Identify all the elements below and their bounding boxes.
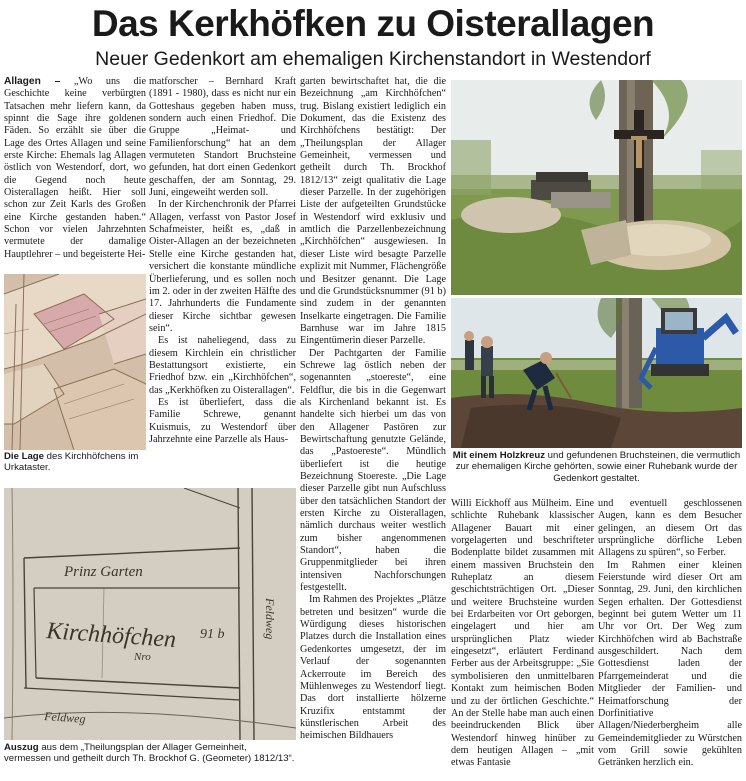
subheadline: Neuer Gedenkort am ehemaligen Kirchenstandort in Westendorf (95, 48, 651, 70)
dateline: Allagen – (4, 76, 61, 87)
col2-paragraph-2: In der Kirchenchronik der Pfarrei Allagen, verfasst von Pastor Josef Schafmeister, heißt es, „daß in Oister-Allagen an der bezeichneten Stelle eine Kirche gestanden hat, versichert die konstante mündliche Überlieferung, und es sollen noch im 2. oder in der zweiten Hälfte des 17. Jahrhunderts die Fundamente dieser Kirche sichtbar gewesen sein“. (149, 199, 296, 334)
col4-paragraph-1: Willi Eickhoff aus Mülheim. Eine schlichte Ruhebank klassischer Allagener Bauart mit einer vorgelagerten und beschrifteter Bodenplatte bildet zusammen mit einem massiven Bruchstein den Ruheplatz an diesem geschichtsträchtigen Ort. „Dieser und weitere Bruchsteine wurden bei Erdarbeiten vor Ort geborgen, eingelagert und hier am ursprünglichen Platz wieder eingesetzt“, erläutert Ferdinand Ferber aus der Arbeitsgruppe: „Sie symbolisieren den unmittelbaren Kontakt zum heimischen Boden und zu der örtlichen Geschichte.“ An der Stelle habe man auch einen beeindruckenden Blick über Westendorf hinweg hinüber zu dem heutigen Allagen – „mit etwas Fantasie (451, 498, 594, 769)
col2-paragraph-4: Es ist überliefert, dass die Familie Schrewe, genannt Kuismuis, zu Westendorf über Jahrzehnte eine Parzelle als Haus- (149, 396, 296, 445)
caption-photo-bold: Mit einem Holzkreuz (452, 450, 546, 461)
map-label-road: Feldweg (43, 709, 86, 726)
map-label-number: 91 b (200, 627, 225, 642)
article-column-1 (4, 76, 146, 272)
col3-paragraph-2: Der Pachtgarten der Familie Schrewe lag östlich neben der sogenannten „stoereste“, eine Feldflur, die bis in die Gegenwart als Kirchenland bekannt ist. Es handelte sich hierbei um das von den Allagener Pastören zur Bewirtschaftung genutzte Gelände, das „Pastoereste“. Mündlich überliefert ist die heutige Bezeichnung Stoereste. „Die Lage dieser Parzelle gibt nun Aufschluss über den tatsächlichen Standort der ersten Kirche zu Oisterallagen, nämlich durchaus weiter westlich zum bisher angenommenen Standort“, haben die Gruppenmitglieder bei ihren intensiven Nachforschungen festgestellt. (300, 347, 446, 594)
col3-paragraph-1: garten bewirtschaftet hat, die die Bezeichnung „am Kirchhöfchen“ trug. Bislang existiert lediglich ein Dokument, das die Existenz des Kirchhöfchens bestätigt: Der „Theilungsplan der Allager Gemeinheit, vermessen und getheilt durch Th. Brockhof 1812/13“ zeigt qualitativ die Lage dieser Parzelle. In der zugehörigen Liste der aufgeteilten Grundstücke in Westendorf wird exklusiv und amtlich die Parzellenbezeichnung „Kirchhöfchen“ ausgewiesen. In dieser Liste wird besagte Parzelle explizit mit Nummer, Flächengröße und Besitzer genannt. Die Lage und die Grundstücksnummer (91 b) sind zudem in der genannten Inselkarte eingetragen. Die Familie Barnhuse war im Jahre 1815 Eingentümerin dieser Parzelle. (300, 76, 446, 347)
caption-large-map-text: aus dem „Theilungsplan der Allager Gemeinheit, vermessen und getheilt durch Th. Brockhof G. (Geometer) 1812/13“. (4, 742, 295, 765)
map-label-plot: Kirchhöfchen (45, 618, 177, 654)
caption-photo-text: und gefundenen Bruchsteinen, die vermutlich zur ehemaligen Kirche gehörten, sowie einer Ruhebank wurde der Gedenkort gestaltet. (455, 450, 741, 484)
map-excerpt-image (4, 488, 296, 740)
col5-paragraph-2: Im Rahmen einer kleinen Feierstunde wird dieser Ort am Sonntag, 29. Juni, den kirchlichen Segen erhalten. Der Gottesdienst beginnt bei gutem Wetter um 11 Uhr vor Ort. Der Weg zum Kirchhöfchen wird ab Bachstraße ausgeschildert. Nach dem Gottesdienst laden der Pfarrgemeinderat und die Mitglieder der Familien- und Heimatforschung der Dorfinitiative Allagen/Niederbergheim alle Gemeindemitglieder zu Würstchen vom Grill sowie gekühlten Getränken herzlich ein. (598, 559, 742, 769)
caption-large-map-bold: Auszug (4, 742, 39, 753)
map-label-lot: Nro (134, 651, 151, 663)
caption-small-map-bold: Die Lage (4, 451, 44, 462)
article-column-4 (451, 498, 594, 779)
map-excerpt-drawing (4, 488, 296, 740)
col2-paragraph-3: Es ist naheliegend, dass zu diesem Kirchlein ein christlicher Bestattungsort existierte, ein Friedhof bzw. ein „Kirchhöfchen“, das „Kerkhöfken zu Oisterallagen“. (149, 335, 296, 396)
lead-text: „Wo uns die Geschichte keine verbürgten Tatsachen mehr liefern kann, da spinnt die Sage ihre goldenen Fäden. So erzählt sie über die Lage des Ortes Allagen und seine erste Kirche: Ehemals lag Allagen östlich von Westendorf, dort, wo die Gegend noch heute Oisterallagen heißt. Hier soll schon zur Zeit Karls des Großen eine Kirche gestanden haben.“ Schon vor vielen Jahrzehnten vermutete der damalige Hauptlehrer – und begeisterte Hei- (4, 76, 146, 260)
caption-large-map (4, 742, 296, 778)
caption-small-map-text: des Kirchhöfchens im Urkataster. (4, 451, 139, 474)
col5-paragraph-1: und eventuell geschlossenen Augen, kann es dem Besucher gelingen, an diesem Ort das ursprüngliche dörfliche Leben Allagens zu spüren“, so Ferber. (598, 498, 742, 559)
col3-paragraph-3: Im Rahmen des Projektes „Plätze betreten und besitzen“ wurde die Würdigung dieses historischen Platzes durch die Installation eines Gedenkortes umgesetzt, der im Verlauf der sogenannten Ackerroute im Bereich des Mühlenweges zu Westendorf liegt. Das dort installierte hölzerne Kruzifix entstammt der künstlerischen Arbeit des heimischen Bildhauers (300, 594, 446, 742)
col2-paragraph-1: matforscher – Bernhard Kraft (1891 - 1980), dass es nicht nur ein Gotteshaus gegeben haben muss, sondern auch einen Friedhof. Die Gruppe „Heimat- und Familienforschung“ hat an dem vermuteten Standort Bruchsteine gefunden, hat dort einen Gedenkort geschaffen, der am Sonntag, 29. Juni, eingeweiht werden soll. (149, 76, 296, 199)
article-column-3 (300, 76, 446, 779)
cadastral-map-drawing (4, 274, 146, 450)
caption-small-map (4, 451, 146, 475)
headline: Das Kerkhöfken zu Oisterallagen (91, 3, 655, 44)
photo-workers (451, 298, 742, 448)
photo-workers-drawing (451, 298, 742, 448)
article-column-5 (598, 498, 742, 779)
article-column-2 (149, 76, 296, 476)
caption-photo (451, 450, 742, 486)
map-label-garden: Prinz Garten (64, 564, 143, 580)
cadastral-map-image (4, 274, 146, 450)
lead-paragraph (4, 76, 146, 261)
photo-cross-drawing (451, 80, 742, 295)
photo-wooden-cross (451, 80, 742, 295)
map-label-field: Feldweg (263, 598, 277, 640)
